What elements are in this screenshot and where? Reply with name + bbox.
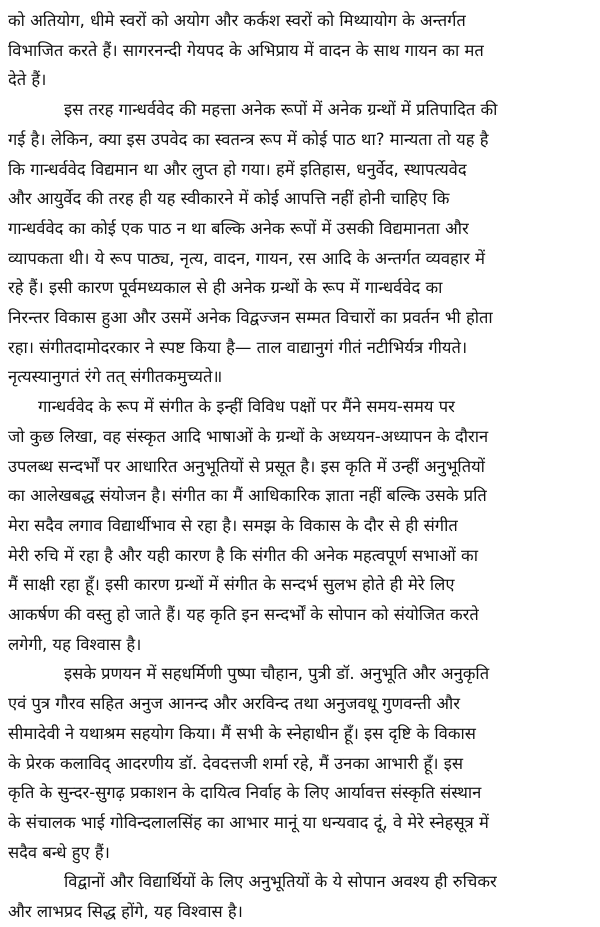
text-line: और आयुर्वेद की तरह ही यह स्वीकारने में कोई आपत्ति नहीं होनी चाहिए कि bbox=[8, 189, 450, 209]
text-line: का आलेखबद्ध संयोजन है। संगीत का मैं आधिकारिक ज्ञाता नहीं बल्कि उसके प्रति bbox=[8, 486, 487, 506]
text-line: गान्धर्ववेद के रूप में संगीत के इन्हीं विविध पक्षों पर मैंने समय-समय पर bbox=[38, 397, 455, 417]
text-line: को अतियोग, धीमे स्वरों को अयोग और कर्कश स्वरों को मिथ्यायोग के अन्तर्गत bbox=[8, 11, 466, 30]
paragraph-3 bbox=[8, 392, 592, 659]
text-line: देते हैं। bbox=[8, 70, 47, 90]
text-line: गई है। लेकिन, क्या इस उपवेद का स्वतन्त्र रूप में कोई पाठ था? मान्यता तो यह है bbox=[8, 129, 489, 149]
text-line: रहा। संगीतदामोदरकार ने स्पष्ट किया है— ताल वाद्यानुगं गीतं नटीभिर्यत्र गीयते। bbox=[8, 337, 468, 357]
paragraph-1 bbox=[8, 6, 592, 95]
text-line: व्यापकता थी। ये रूप पाठ्य, नृत्य, वादन, गायन, रस आदि के अन्तर्गत व्यवहार में bbox=[8, 248, 485, 268]
text-line: रहे हैं। इसी कारण पूर्वमध्यकाल से ही अनेक ग्रन्थों के रूप में गान्धर्ववेद का bbox=[8, 278, 443, 298]
text-line: और लाभप्रद सिद्ध होंगे, यह विश्वास है। bbox=[8, 902, 243, 922]
text-line: आकर्षण की वस्तु हो जाते हैं। यह कृति इन सन्दर्भों के सोपान को संयोजित करते bbox=[8, 605, 479, 625]
text-line: गान्धर्ववेद का कोई एक पाठ न था बल्कि अनेक रूपों में उसकी विद्यमानता और bbox=[8, 218, 469, 238]
text-line: इस तरह गान्धर्ववेद की महत्ता अनेक रूपों में अनेक ग्रन्थों में प्रतिपादित की bbox=[64, 100, 498, 120]
document-page bbox=[8, 6, 592, 922]
text-line: मेरी रुचि में रहा है और यही कारण है कि संगीत की अनेक महत्वपूर्ण सभाओं का bbox=[8, 545, 478, 565]
text-line: जो कुछ लिखा, वह संस्कृत आदि भाषाओं के ग्रन्थों के अध्ययन-अध्यापन के दौरान bbox=[8, 426, 489, 446]
paragraph-4 bbox=[8, 659, 592, 867]
text-line: मैं साक्षी रहा हूँ। इसी कारण ग्रन्थों में संगीत के सन्दर्भ सुलभ होते ही मेरे लिए bbox=[8, 575, 455, 595]
text-line: एवं पुत्र गौरव सहित अनुज आनन्द और अरविन्द तथा अनुजवधू गुणवन्ती और bbox=[8, 694, 461, 714]
text-line: कि गान्धर्ववेद विद्यमान था और लुप्त हो गया। हमें इतिहास, धनुर्वेद, स्थापत्यवेद bbox=[8, 159, 467, 179]
text-line: नृत्यस्यानुगतं रंगे तत् संगीतकमुच्यते॥ bbox=[8, 367, 223, 387]
text-line: लगेगी, यह विश्वास है। bbox=[8, 634, 142, 654]
text-line: निरन्तर विकास हुआ और उसमें अनेक विद्वज्जन सम्मत विचारों का प्रवर्तन भी होता bbox=[8, 308, 493, 328]
paragraph-5 bbox=[8, 867, 592, 926]
text-line: सीमादेवी ने यथाश्रम सहयोग किया। मैं सभी के स्नेहाधीन हूँ। इस दृष्टि के विकास bbox=[8, 723, 476, 743]
text-line: कृति के सुन्दर-सुगढ़ प्रकाशन के दायित्व निर्वाह के लिए आर्यावत्त संस्कृति संस्थान bbox=[8, 783, 482, 803]
text-line: के संचालक भाई गोविन्दलालसिंह का आभार मानूं या धन्यवाद दूं, वे मेरे स्नेहसूत्र में bbox=[8, 812, 489, 832]
text-line: उपलब्ध सन्दर्भों पर आधारित अनुभूतियों से प्रसूत है। इस कृति में उन्हीं अनुभूतियों bbox=[8, 456, 485, 476]
text-line: सदैव बन्धे हुए हैं। bbox=[8, 842, 110, 862]
text-line: मेरा सदैव लगाव विद्यार्थीभाव से रहा है। समझ के विकास के दौर से ही संगीत bbox=[8, 515, 458, 535]
text-line: के प्रेरक कलाविद् आदरणीय डॉ. देवदत्तजी शर्मा रहे, मैं उनका आभारी हूँ। इस bbox=[8, 753, 464, 773]
paragraph-2 bbox=[8, 95, 592, 392]
text-line: इसके प्रणयन में सहधर्मिणी पुष्पा चौहान, पुत्री डॉ. अनुभूति और अनुकृति bbox=[64, 664, 490, 684]
text-line: विद्वानों और विद्यार्थियों के लिए अनुभूतियों के ये सोपान अवश्य ही रुचिकर bbox=[64, 872, 497, 892]
text-line: विभाजित करते हैं। सागरनन्दी गेयपद के अभिप्राय में वादन के साथ गायन का मत bbox=[8, 40, 484, 60]
